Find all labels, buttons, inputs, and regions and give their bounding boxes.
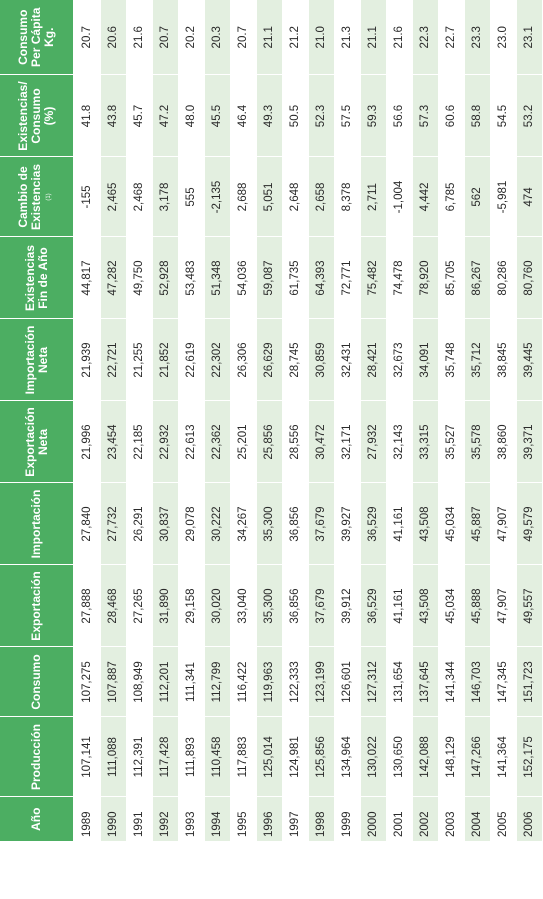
table-cell: 147,345: [490, 647, 516, 717]
table-cell: 45,887: [464, 483, 490, 565]
table-cell: 33,040: [230, 565, 256, 647]
year-cell: 1990: [100, 797, 126, 841]
column-header: [0, 647, 74, 717]
table-row: [334, 0, 360, 841]
year-cell: 1999: [334, 797, 360, 841]
table-cell: 117,883: [230, 717, 256, 797]
table-cell: 130,650: [386, 717, 412, 797]
table-cell: 23.3: [464, 0, 490, 75]
table-cell: 27,932: [360, 401, 386, 483]
table-cell: 29,078: [178, 483, 204, 565]
year-cell: 1997: [282, 797, 308, 841]
year-cell: 2000: [360, 797, 386, 841]
table-cell: 27,732: [100, 483, 126, 565]
table-cell: 49,579: [516, 483, 542, 565]
table-cell: 34,091: [412, 319, 438, 401]
table-cell: 46.4: [230, 75, 256, 157]
table-cell: 21.6: [386, 0, 412, 75]
table-cell: 20.7: [230, 0, 256, 75]
table-cell: 51,348: [204, 237, 230, 319]
table-cell: 47,282: [100, 237, 126, 319]
table-cell: -155: [74, 157, 100, 237]
year-cell: 1991: [126, 797, 152, 841]
table-cell: 43,508: [412, 483, 438, 565]
table-cell: 141,364: [490, 717, 516, 797]
column-header-label: Cambio de Existencias: [16, 163, 43, 231]
table-cell: 21,996: [74, 401, 100, 483]
table-cell: 64,393: [308, 237, 334, 319]
table-cell: 8,378: [334, 157, 360, 237]
table-cell: 61,735: [282, 237, 308, 319]
table-cell: 80,760: [516, 237, 542, 319]
table-cell: 21.6: [126, 0, 152, 75]
table-cell: 47,907: [490, 483, 516, 565]
table-cell: 119,963: [256, 647, 282, 717]
table-cell: 35,712: [464, 319, 490, 401]
table-cell: 37,679: [308, 483, 334, 565]
table-cell: 80,286: [490, 237, 516, 319]
table-cell: 131,654: [386, 647, 412, 717]
table-cell: 122,333: [282, 647, 308, 717]
table-cell: 22,185: [126, 401, 152, 483]
table-cell: 116,422: [230, 647, 256, 717]
table-cell: 38,860: [490, 401, 516, 483]
table-cell: 4,442: [412, 157, 438, 237]
table-cell: 54.5: [490, 75, 516, 157]
table-cell: 5,051: [256, 157, 282, 237]
table-cell: 52.3: [308, 75, 334, 157]
table-cell: 26,291: [126, 483, 152, 565]
table-cell: 39,927: [334, 483, 360, 565]
table-cell: 2,465: [100, 157, 126, 237]
table-cell: 2,688: [230, 157, 256, 237]
table-cell: 20.3: [204, 0, 230, 75]
table-cell: 25,856: [256, 401, 282, 483]
table-cell: 20.2: [178, 0, 204, 75]
table-cell: 25,201: [230, 401, 256, 483]
table-cell: 30,859: [308, 319, 334, 401]
table-row: [386, 0, 412, 841]
table-cell: 124,981: [282, 717, 308, 797]
year-cell: 2002: [412, 797, 438, 841]
table-cell: 53,483: [178, 237, 204, 319]
column-header: [0, 75, 74, 157]
table-cell: 31,890: [152, 565, 178, 647]
table-cell: 112,201: [152, 647, 178, 717]
table-cell: -2,135: [204, 157, 230, 237]
table-cell: 30,837: [152, 483, 178, 565]
table-cell: 23.1: [516, 0, 542, 75]
table-cell: 53.2: [516, 75, 542, 157]
table-cell: 137,645: [412, 647, 438, 717]
table-cell: 29,158: [178, 565, 204, 647]
table-cell: 52,928: [152, 237, 178, 319]
table-row: [204, 0, 230, 841]
table-cell: 2,648: [282, 157, 308, 237]
table-cell: 30,222: [204, 483, 230, 565]
table-row: [178, 0, 204, 841]
column-header: [0, 237, 74, 319]
table-cell: 23,454: [100, 401, 126, 483]
table-cell: 75,482: [360, 237, 386, 319]
table-row: [464, 0, 490, 841]
table-cell: 22.7: [438, 0, 464, 75]
table-cell: 134,964: [334, 717, 360, 797]
column-header: [0, 717, 74, 797]
table-cell: 21.0: [308, 0, 334, 75]
table-row: [152, 0, 178, 841]
column-header: [0, 157, 74, 237]
table-row: [308, 0, 334, 841]
table-row: [412, 0, 438, 841]
year-cell: 1995: [230, 797, 256, 841]
column-header-label: Consumo Per Cápita Kg.: [16, 7, 56, 67]
table-cell: 22,619: [178, 319, 204, 401]
table-cell: 49.3: [256, 75, 282, 157]
table-cell: 126,601: [334, 647, 360, 717]
table-cell: 35,748: [438, 319, 464, 401]
table-cell: 112,799: [204, 647, 230, 717]
table-cell: 22.3: [412, 0, 438, 75]
table-cell: 130,022: [360, 717, 386, 797]
table-cell: 85,705: [438, 237, 464, 319]
year-cell: 1992: [152, 797, 178, 841]
table-cell: 152,175: [516, 717, 542, 797]
table-cell: 36,856: [282, 483, 308, 565]
table-cell: 38,845: [490, 319, 516, 401]
table-row: [360, 0, 386, 841]
table-cell: 21,852: [152, 319, 178, 401]
table-cell: 49,750: [126, 237, 152, 319]
table-cell: 111,088: [100, 717, 126, 797]
table-cell: 111,341: [178, 647, 204, 717]
table-row: [74, 0, 100, 841]
table-row: [256, 0, 282, 841]
table-cell: 78,920: [412, 237, 438, 319]
table-cell: 35,527: [438, 401, 464, 483]
table-row: [438, 0, 464, 841]
table-cell: 72,771: [334, 237, 360, 319]
table-cell: 41,161: [386, 565, 412, 647]
table-cell: 27,840: [74, 483, 100, 565]
table-cell: 45.5: [204, 75, 230, 157]
table-cell: 30,472: [308, 401, 334, 483]
table-cell: 22,932: [152, 401, 178, 483]
column-header-label: Existencias/ Consumo (%): [16, 81, 56, 151]
table-cell: 20.6: [100, 0, 126, 75]
table-cell: 32,673: [386, 319, 412, 401]
table-cell: 48.0: [178, 75, 204, 157]
table-row: [282, 0, 308, 841]
table-cell: 28,468: [100, 565, 126, 647]
table-cell: 107,275: [74, 647, 100, 717]
table-cell: 22,362: [204, 401, 230, 483]
table-cell: 22,613: [178, 401, 204, 483]
year-cell: 2005: [490, 797, 516, 841]
year-cell: 1996: [256, 797, 282, 841]
year-cell: 2004: [464, 797, 490, 841]
table-cell: 555: [178, 157, 204, 237]
table-cell: 47,907: [490, 565, 516, 647]
table-cell: 60.6: [438, 75, 464, 157]
table-cell: 112,391: [126, 717, 152, 797]
year-cell: 1994: [204, 797, 230, 841]
table-cell: 57.3: [412, 75, 438, 157]
table-cell: 28,556: [282, 401, 308, 483]
table-cell: 20.7: [152, 0, 178, 75]
table-cell: 27,265: [126, 565, 152, 647]
table-row: [516, 0, 542, 841]
table-cell: 58.8: [464, 75, 490, 157]
table-cell: 2,468: [126, 157, 152, 237]
table-cell: 41,161: [386, 483, 412, 565]
year-cell: 2006: [516, 797, 542, 841]
table-cell: 117,428: [152, 717, 178, 797]
year-cell: 1998: [308, 797, 334, 841]
table-cell: 39,371: [516, 401, 542, 483]
table-cell: 36,856: [282, 565, 308, 647]
table-cell: 39,445: [516, 319, 542, 401]
table-header-row: [0, 0, 74, 841]
column-header-label: Exportación Neta: [22, 407, 50, 477]
table-cell: 562: [464, 157, 490, 237]
column-header-label: Año: [29, 807, 43, 831]
table-cell: 146,703: [464, 647, 490, 717]
column-header-label: Exportación: [29, 571, 43, 641]
column-header-label: Importación: [29, 489, 43, 559]
table-cell: 36,529: [360, 565, 386, 647]
table-cell: 43,508: [412, 565, 438, 647]
table-cell: 49,557: [516, 565, 542, 647]
table-cell: 32,171: [334, 401, 360, 483]
table-cell: 125,856: [308, 717, 334, 797]
year-cell: 1989: [74, 797, 100, 841]
table-cell: 22,302: [204, 319, 230, 401]
table-cell: 59,087: [256, 237, 282, 319]
table-cell: 110,458: [204, 717, 230, 797]
table-cell: 21.1: [256, 0, 282, 75]
table-cell: 108,949: [126, 647, 152, 717]
table-cell: 45.7: [126, 75, 152, 157]
table-cell: 37,679: [308, 565, 334, 647]
table-row: [126, 0, 152, 841]
column-header-label: Existencias Fin de Año: [22, 244, 50, 312]
year-cell: 2001: [386, 797, 412, 841]
table-cell: 151,723: [516, 647, 542, 717]
table-cell: 44,817: [74, 237, 100, 319]
table-cell: 45,034: [438, 483, 464, 565]
table-cell: 21,939: [74, 319, 100, 401]
table-cell: 107,887: [100, 647, 126, 717]
table-cell: 2,658: [308, 157, 334, 237]
table-cell: 148,129: [438, 717, 464, 797]
table-cell: 21.1: [360, 0, 386, 75]
table-cell: 33,315: [412, 401, 438, 483]
table-cell: 6,785: [438, 157, 464, 237]
column-header: [0, 401, 74, 483]
table-cell: 21.3: [334, 0, 360, 75]
table-cell: 86,267: [464, 237, 490, 319]
table-cell: 26,306: [230, 319, 256, 401]
table-cell: 32,431: [334, 319, 360, 401]
column-header: [0, 0, 74, 75]
table-cell: 35,578: [464, 401, 490, 483]
table-cell: 123,199: [308, 647, 334, 717]
table-cell: 28,421: [360, 319, 386, 401]
table-cell: 45,888: [464, 565, 490, 647]
table-cell: 59.3: [360, 75, 386, 157]
table-cell: 28,745: [282, 319, 308, 401]
table-row: [490, 0, 516, 841]
table-cell: 21.2: [282, 0, 308, 75]
table-cell: 21,255: [126, 319, 152, 401]
column-header: [0, 319, 74, 401]
table-cell: -1,004: [386, 157, 412, 237]
table-cell: 43.8: [100, 75, 126, 157]
table-cell: 107,141: [74, 717, 100, 797]
table-cell: 34,267: [230, 483, 256, 565]
column-header: [0, 565, 74, 647]
table-cell: 35,300: [256, 565, 282, 647]
column-header-label: Importación Neta: [22, 325, 50, 395]
table-cell: 474: [516, 157, 542, 237]
table-cell: 50.5: [282, 75, 308, 157]
table-cell: 36,529: [360, 483, 386, 565]
table-cell: 35,300: [256, 483, 282, 565]
table-body: [74, 0, 543, 841]
table-cell: 74,478: [386, 237, 412, 319]
table-cell: 22,721: [100, 319, 126, 401]
footnote-marker: (1): [46, 193, 52, 201]
table-cell: 57.5: [334, 75, 360, 157]
table-cell: 32,143: [386, 401, 412, 483]
table-cell: 56.6: [386, 75, 412, 157]
table-cell: 3,178: [152, 157, 178, 237]
column-header: [0, 483, 74, 565]
table-cell: 142,088: [412, 717, 438, 797]
column-header-label: Consumo: [29, 654, 43, 710]
year-cell: 1993: [178, 797, 204, 841]
table-cell: 125,014: [256, 717, 282, 797]
column-header: [0, 797, 74, 841]
table-cell: 20.7: [74, 0, 100, 75]
table-cell: 26,629: [256, 319, 282, 401]
table-cell: 141,344: [438, 647, 464, 717]
table-row: [230, 0, 256, 841]
table-cell: 2,711: [360, 157, 386, 237]
table-cell: 30,020: [204, 565, 230, 647]
column-header-label: Producción: [29, 724, 43, 791]
table-cell: -5,981: [490, 157, 516, 237]
table-cell: 41.8: [74, 75, 100, 157]
table-cell: 127,312: [360, 647, 386, 717]
table-cell: 54,036: [230, 237, 256, 319]
year-cell: 2003: [438, 797, 464, 841]
table-cell: 39,912: [334, 565, 360, 647]
table-cell: 111,893: [178, 717, 204, 797]
table-cell: 27,888: [74, 565, 100, 647]
table-cell: 45,034: [438, 565, 464, 647]
table-cell: 23.0: [490, 0, 516, 75]
table-row: [100, 0, 126, 841]
table-cell: 47.2: [152, 75, 178, 157]
table-cell: 147,266: [464, 717, 490, 797]
